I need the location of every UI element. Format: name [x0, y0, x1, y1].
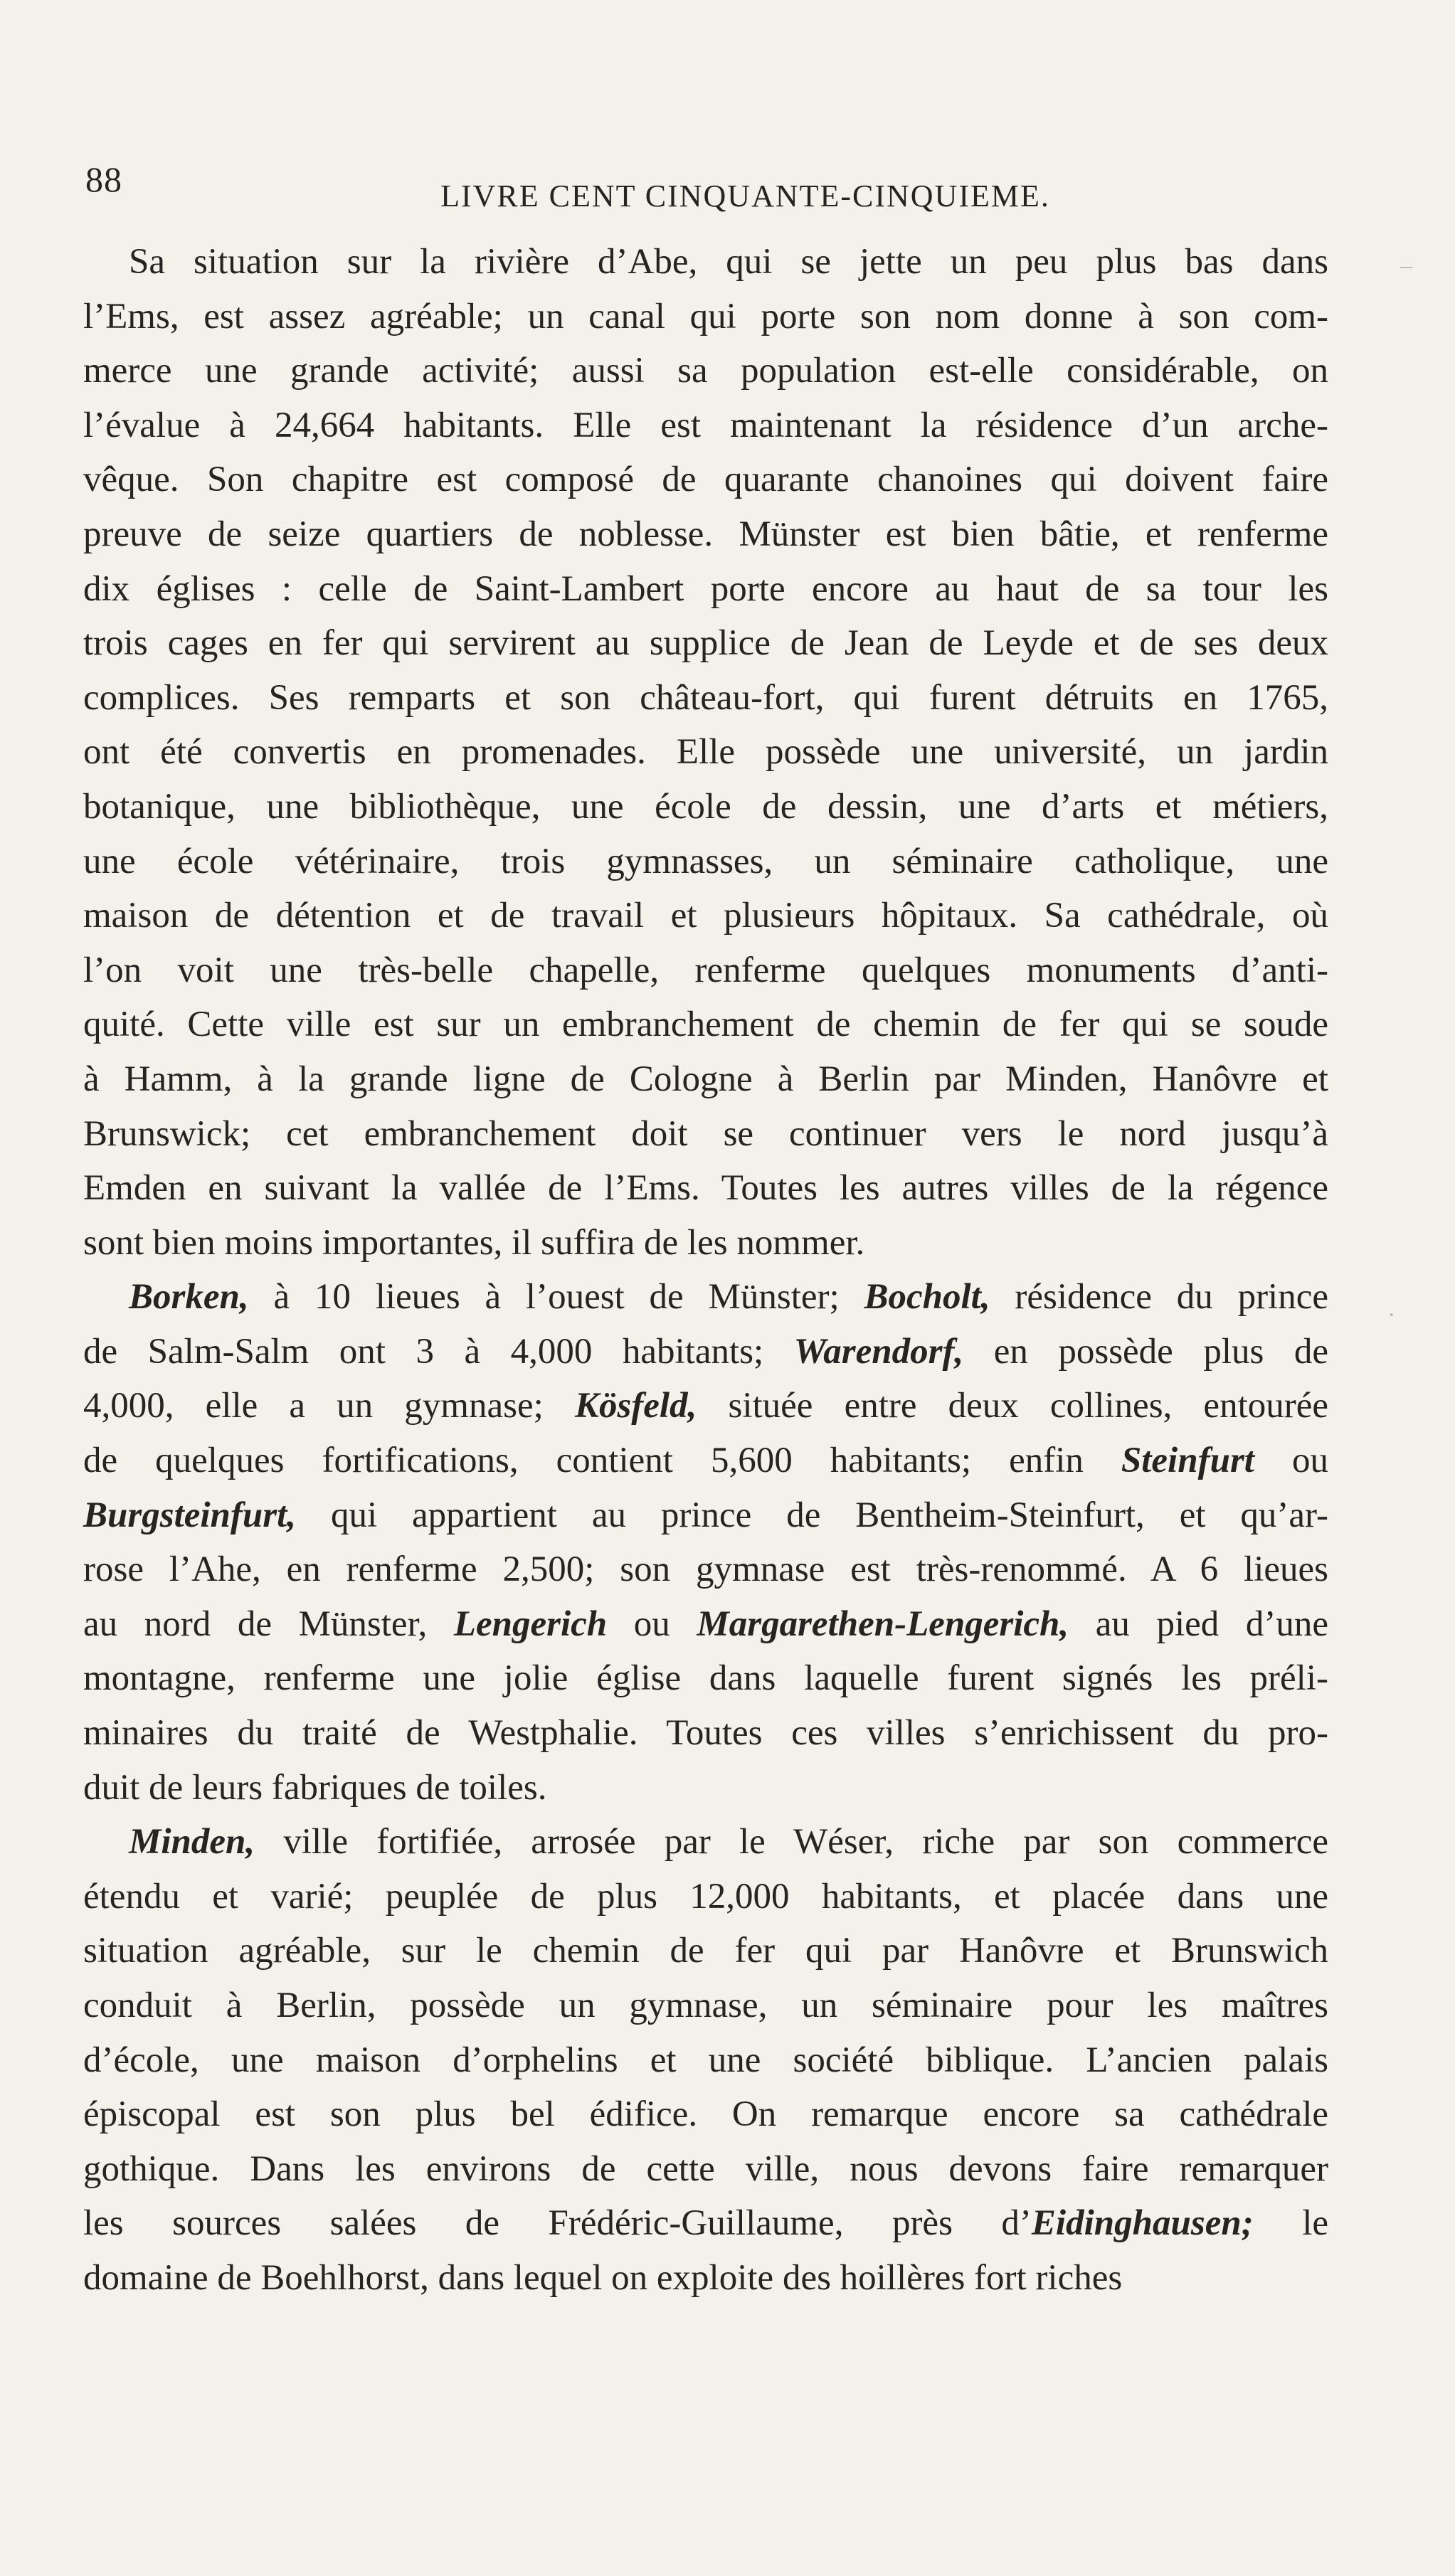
- text-line: [83, 725, 1328, 780]
- italic-place-name: Kösfeld,: [574, 1386, 697, 1426]
- text-line: [83, 1107, 1328, 1162]
- text-run: dix églises : celle de Saint-Lambert porte encore au haut de sa tour les: [83, 568, 1328, 609]
- margin-speck: –: [1400, 253, 1412, 279]
- text-run: l’évalue à 24,664 habitants. Elle est maintenant la résidence d’un arche-: [83, 405, 1328, 445]
- italic-place-name: Burgsteinfurt,: [83, 1495, 297, 1535]
- text-line: [83, 1706, 1328, 1761]
- running-title: LIVRE CENT CINQUANTE-CINQUIEME.: [440, 179, 1050, 213]
- text-run: située entre deux collines, entourée: [697, 1386, 1328, 1426]
- text-line: [83, 290, 1328, 344]
- text-run: merce une grande activité; aussi sa population est-elle considérable, on: [83, 351, 1328, 391]
- text-run: complices. Ses remparts et son château-fort, qui furent détruits en 1765,: [83, 677, 1328, 718]
- text-line: [83, 235, 1328, 290]
- text-line: [83, 1978, 1328, 2033]
- italic-place-name: Minden,: [129, 1822, 255, 1862]
- text-line: [83, 398, 1328, 453]
- text-line: [83, 1815, 1328, 1870]
- text-run: à 10 lieues à l’ouest de Münster;: [248, 1277, 864, 1318]
- text-line: [83, 1161, 1328, 1216]
- text-run: résidence du prince: [990, 1277, 1328, 1318]
- text-line: [83, 1597, 1328, 1652]
- text-run: ville fortifiée, arrosée par le Wéser, riche par son commerce: [255, 1822, 1328, 1862]
- text-line: [83, 1488, 1328, 1543]
- italic-place-name: Eidinghausen;: [1031, 2203, 1254, 2244]
- page-number: 88: [85, 159, 122, 199]
- margin-speck: ·: [1387, 1302, 1396, 1328]
- text-line: [83, 2251, 1328, 2306]
- text-run: ou: [607, 1604, 697, 1644]
- text-run: conduit à Berlin, possède un gymnase, un séminaire pour les maîtres: [83, 1986, 1328, 2025]
- paragraph: [83, 1815, 1328, 2305]
- text-run: d’école, une maison d’orphelins et une société biblique. L’ancien palais: [83, 2040, 1328, 2080]
- text-run: qui appartient au prince de Bentheim-Steinfurt, et qu’ar-: [296, 1495, 1328, 1535]
- text-run: à Hamm, à la grande ligne de Cologne à Berlin par Minden, Hanôvre et: [83, 1059, 1328, 1099]
- text-run: rose l’Ahe, en renferme 2,500; son gymnase est très-renommé. A 6 lieues: [83, 1549, 1328, 1590]
- text-run: Sa situation sur la rivière d’Abe, qui se jette un peu plus bas dans: [129, 242, 1328, 282]
- paragraph: [83, 235, 1328, 1270]
- text-line: [83, 1270, 1328, 1325]
- text-run: preuve de seize quartiers de noblesse. Münster est bien bâtie, et renferme: [83, 514, 1328, 554]
- text-line: [83, 1433, 1328, 1488]
- text-run: une école vétérinaire, trois gymnasses, un séminaire catholique, une: [83, 841, 1328, 881]
- text-run: ont été convertis en promenades. Elle possède une université, un jardin: [83, 732, 1328, 773]
- text-line: [83, 507, 1328, 562]
- text-line: [83, 562, 1328, 617]
- text-line: [83, 2196, 1328, 2251]
- text-line: [83, 1052, 1328, 1107]
- italic-place-name: Borken,: [129, 1277, 249, 1318]
- text-line: [83, 780, 1328, 834]
- text-run: au nord de Münster,: [83, 1604, 454, 1644]
- text-line: [83, 1924, 1328, 1978]
- text-run: minaires du traité de Westphalie. Toutes ces villes s’enrichissent du pro-: [83, 1713, 1328, 1754]
- text-line: [83, 671, 1328, 726]
- text-run: les sources salées de Frédéric-Guillaume, près d’: [83, 2203, 1032, 2244]
- text-line: [83, 2142, 1328, 2197]
- text-run: l’Ems, est assez agréable; un canal qui porte son nom donne à son com-: [83, 296, 1328, 336]
- text-run: Brunswick; cet embranchement doit se continuer vers le nord jusqu’à: [83, 1113, 1328, 1154]
- text-run: en possède plus de: [963, 1331, 1328, 1372]
- text-line: [83, 1379, 1328, 1433]
- text-line: [83, 616, 1328, 671]
- text-line: [83, 344, 1328, 398]
- text-run: maison de détention et de travail et plusieurs hôpitaux. Sa cathédrale, où: [83, 896, 1328, 936]
- text-run: étendu et varié; peuplée de plus 12,000 habitants, et placée dans une: [83, 1876, 1328, 1917]
- text-line: [83, 1216, 1328, 1271]
- italic-place-name: Steinfurt: [1121, 1441, 1254, 1481]
- text-run: botanique, une bibliothèque, une école de dessin, une d’arts et métiers,: [83, 786, 1328, 827]
- text-run: épiscopal est son plus bel édifice. On remarque encore sa cathédrale: [83, 2094, 1328, 2135]
- text-line: [83, 834, 1328, 889]
- text-run: le: [1253, 2203, 1328, 2244]
- text-run: sont bien moins importantes, il suffira de les nommer.: [83, 1222, 865, 1263]
- text-run: duit de leurs fabriques de toiles.: [83, 1767, 547, 1808]
- text-run: l’on voit une très-belle chapelle, renferme quelques monuments d’anti-: [83, 950, 1328, 990]
- text-line: [83, 1542, 1328, 1597]
- text-run: situation agréable, sur le chemin de fer qui par Hanôvre et Brunswich: [83, 1931, 1328, 1971]
- text-line: [83, 1761, 1328, 1816]
- text-run: de quelques fortifications, contient 5,600 habitants; enfin: [83, 1441, 1121, 1481]
- text-line: [83, 2087, 1328, 2142]
- text-run: quité. Cette ville est sur un embranchement de chemin de fer qui se soude: [83, 1005, 1328, 1045]
- text-line: [83, 1870, 1328, 1924]
- text-run: trois cages en fer qui servirent au supplice de Jean de Leyde et de ses deux: [83, 623, 1328, 664]
- paragraph: [83, 1270, 1328, 1815]
- text-run: de Salm-Salm ont 3 à 4,000 habitants;: [83, 1331, 794, 1372]
- text-run: domaine de Boehlhorst, dans lequel on exploite des hoillères fort riches: [83, 2257, 1123, 2298]
- text-run: montagne, renferme une jolie église dans laquelle furent signés les préli-: [83, 1658, 1328, 1699]
- text-run: vêque. Son chapitre est composé de quarante chanoines qui doivent faire: [83, 460, 1328, 500]
- text-line: [83, 943, 1328, 998]
- italic-place-name: Margarethen-Lengerich,: [697, 1604, 1069, 1644]
- text-line: [83, 1651, 1328, 1706]
- text-line: [83, 2033, 1328, 2088]
- text-line: [83, 889, 1328, 943]
- text-body: [83, 235, 1328, 2306]
- italic-place-name: Lengerich: [453, 1604, 608, 1644]
- text-run: 4,000, elle a un gymnase;: [83, 1386, 575, 1426]
- text-run: gothique. Dans les environs de cette ville, nous devons faire remarquer: [83, 2148, 1328, 2189]
- text-line: [83, 997, 1328, 1052]
- text-line: [83, 1325, 1328, 1379]
- text-run: Emden en suivant la vallée de l’Ems. Toutes les autres villes de la régence: [83, 1168, 1328, 1209]
- italic-place-name: Warendorf,: [793, 1331, 964, 1372]
- italic-place-name: Bocholt,: [864, 1277, 990, 1318]
- text-run: au pied d’une: [1069, 1604, 1329, 1644]
- text-run: ou: [1254, 1441, 1328, 1481]
- text-line: [83, 452, 1328, 507]
